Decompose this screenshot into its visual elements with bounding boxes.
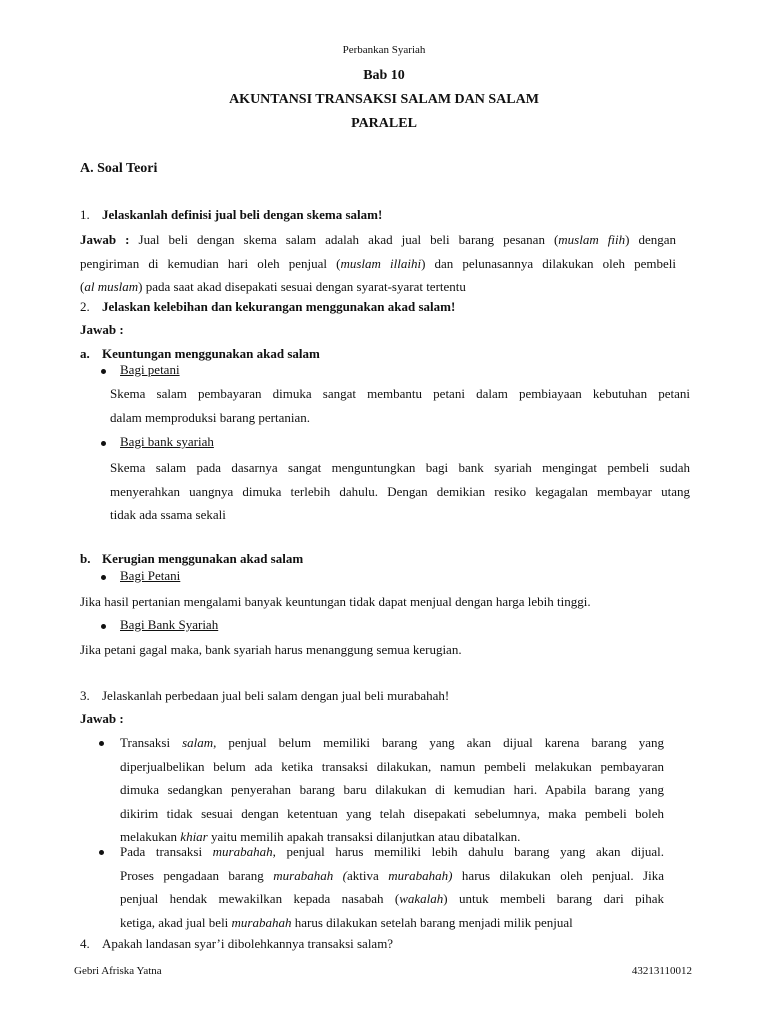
running-header: Perbankan Syariah bbox=[342, 44, 426, 56]
q2-part-b-label: b. bbox=[80, 551, 91, 566]
q2-answer-label: Jawab : bbox=[80, 322, 124, 337]
q3-number: 3. bbox=[80, 688, 90, 703]
q2-b-item-2-title: Bagi Bank Syariah bbox=[120, 617, 219, 632]
bullet-icon bbox=[101, 575, 106, 580]
q1-answer-label: Jawab : bbox=[80, 232, 130, 247]
q2-part-a-heading: Keuntungan menggunakan akad salam bbox=[102, 346, 320, 361]
q2-a-item-2-title: Bagi bank syariah bbox=[120, 434, 214, 449]
chapter-number: Bab 10 bbox=[363, 68, 405, 83]
text-line: Proses pengadaan barang murabahah (aktiva murabahah) harus dilakukan oleh penjual. Jika bbox=[120, 867, 664, 883]
q3-bullet-2 bbox=[120, 840, 664, 934]
text-line: dikirim tidak sesuai dengan ketentuan yang telah disepakati sebelumnya, maka pembeli boleh bbox=[120, 805, 664, 821]
q3-bullet-1 bbox=[120, 731, 664, 849]
q2-a-item-2-text bbox=[110, 456, 690, 527]
text-line: tidak ada ssama sekali bbox=[110, 507, 226, 522]
text-line: dimuka sedangkan penyerahan barang baru dilakukan di kemudian hari. Apabila barang yang bbox=[120, 782, 664, 797]
q2-b-item-2-text: Jika petani gagal maka, bank syariah harus menanggung semua kerugian. bbox=[80, 642, 462, 657]
q4-number: 4. bbox=[80, 936, 90, 951]
q2-b-item-1-title: Bagi Petani bbox=[120, 568, 181, 583]
bullet-icon bbox=[99, 741, 104, 746]
q1-answer-line-2: pengiriman di kemudian hari oleh penjual (muslam illaihi) dan pelunasannya dilakukan oleh pembeli bbox=[80, 255, 676, 271]
text-line: dalam memproduksi barang pertanian. bbox=[110, 409, 310, 425]
q2-number: 2. bbox=[80, 299, 90, 314]
text-line: diperjualbelikan belum ada ketika transaksi dilakukan, namun pembeli melakukan pembayaran bbox=[120, 758, 664, 774]
bullet-icon bbox=[101, 624, 106, 629]
q3-answer-label: Jawab : bbox=[80, 711, 124, 726]
q1-answer-line-1: Jawab : Jual beli dengan skema salam adalah akad jual beli barang pesanan (muslam fiih) dengan bbox=[80, 232, 677, 247]
q1-question: Jelaskanlah definisi jual beli dengan skema salam! bbox=[102, 207, 383, 222]
text-line: Pada transaksi murabahah, penjual harus memiliki lebih dahulu barang yang akan dijual. bbox=[120, 844, 664, 859]
footer-student-id: 43213110012 bbox=[631, 965, 692, 977]
text-line: Transaksi salam, penjual belum memiliki barang yang akan dijual karena barang yang bbox=[120, 735, 664, 750]
chapter-title-line-1: AKUNTANSI TRANSAKSI SALAM DAN SALAM bbox=[229, 92, 539, 107]
text-line: Skema salam pada dasarnya sangat menguntungkan bagi bank syariah mengingat pembeli sudah bbox=[110, 460, 690, 475]
q2-b-item-1-text: Jika hasil pertanian mengalami banyak keuntungan tidak dapat menjual dengan harga lebih tinggi. bbox=[80, 594, 591, 609]
q2-a-item-1-text bbox=[110, 382, 690, 429]
q2-a-item-1-title: Bagi petani bbox=[120, 362, 180, 377]
q2-question: Jelaskan kelebihan dan kekurangan menggunakan akad salam! bbox=[102, 299, 456, 314]
q2-part-b-heading: Kerugian menggunakan akad salam bbox=[102, 551, 304, 566]
section-a-heading: A. Soal Teori bbox=[80, 161, 158, 176]
bullet-icon bbox=[101, 441, 106, 446]
text-line: ketiga, akad jual beli murabahah harus dilakukan setelah barang menjadi milik penjual bbox=[120, 914, 573, 930]
text-line: penjual hendak mewakilkan kepada nasabah (wakalah) untuk membeli barang dari pihak bbox=[120, 891, 664, 906]
q1-number: 1. bbox=[80, 207, 90, 222]
q4-question: Apakah landasan syar’i dibolehkannya transaksi salam? bbox=[102, 936, 394, 951]
footer-author: Gebri Afriska Yatna bbox=[74, 965, 162, 977]
chapter-title-line-2: PARALEL bbox=[351, 116, 417, 131]
q3-question: Jelaskanlah perbedaan jual beli salam dengan jual beli murabahah! bbox=[102, 688, 450, 703]
bullet-icon bbox=[99, 850, 104, 855]
q1-answer-line-3: (al muslam) pada saat akad disepakati sesuai dengan syarat-syarat tertentu bbox=[80, 279, 466, 294]
text-line: melakukan khiar yaitu memilih apakah transaksi dilanjutkan atau dibatalkan. bbox=[120, 829, 521, 844]
q1-answer bbox=[80, 228, 676, 299]
text-line: menyerahkan uangnya dimuka terlebih dahulu. Dengan demikian resiko kegagalan membayar utang bbox=[110, 483, 690, 499]
q2-part-a-label: a. bbox=[80, 346, 90, 361]
bullet-icon bbox=[101, 369, 106, 374]
text-line: Skema salam pembayaran dimuka sangat membantu petani dalam pembiayaan kebutuhan petani bbox=[110, 386, 690, 401]
